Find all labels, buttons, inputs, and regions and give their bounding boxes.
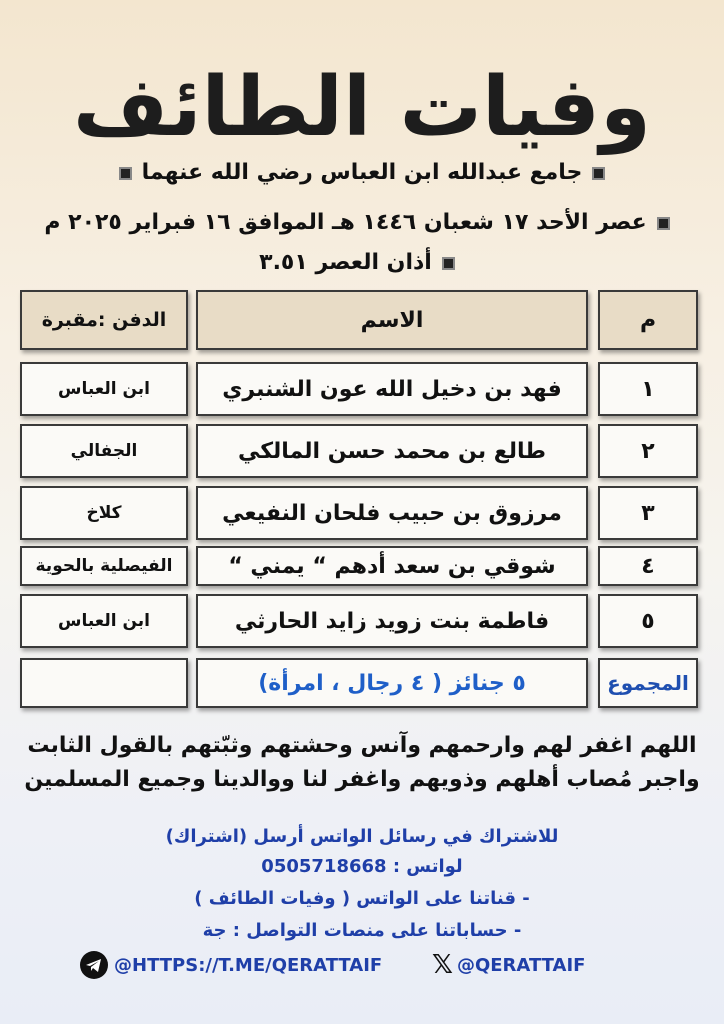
telegram-handle: @HTTPS://T.ME/QERATTAIF <box>114 954 383 976</box>
row-1-burial: ابن العباس <box>20 362 188 416</box>
summary-value: ٥ جنائز ( ٤ رجال ، امرأة) <box>196 658 588 708</box>
x-icon: 𝕏 <box>432 950 453 980</box>
row-3-name: مرزوق بن حبيب فلحان النفيعي <box>196 486 588 540</box>
row-1-num: ١ <box>598 362 698 416</box>
row-2-burial: الجفالي <box>20 424 188 478</box>
bullet-icon <box>657 217 670 230</box>
summary-empty-cell <box>20 658 188 708</box>
date-text: عصر الأحد ١٧ شعبان ١٤٤٦ هـ الموافق ١٦ فبراير ٢٠٢٥ م <box>44 210 647 235</box>
subscribe-text: للاشتراك في رسائل الواتس أرسل (اشتراك) <box>165 826 559 847</box>
row-2-num: ٢ <box>598 424 698 478</box>
row-2-name: طالع بن محمد حسن المالكي <box>196 424 588 478</box>
row-5-burial: ابن العباس <box>20 594 188 648</box>
telegram-link[interactable] <box>80 950 382 980</box>
row-4-burial: الفيصلية بالحوية <box>20 546 188 586</box>
mosque-line <box>0 160 724 185</box>
date-line <box>0 210 724 235</box>
prayer-line-1: اللهم اغفر لهم وارحمهم وآنس وحشتهم وثبّتهم بالقول الثابت <box>27 733 697 758</box>
header-num: م <box>598 290 698 350</box>
adhan-line <box>0 250 724 275</box>
header-burial: الدفن :مقبرة <box>20 290 188 350</box>
prayer-line-2: واجبر مُصاب أهلهم وذويهم واغفر لنا ووالدينا وجميع المسلمين <box>24 767 700 792</box>
row-1-name: فهد بن دخيل الله عون الشنبري <box>196 362 588 416</box>
page-title: وفيات الطائف <box>73 60 651 155</box>
row-5-num: ٥ <box>598 594 698 648</box>
summary-label: المجموع <box>598 658 698 708</box>
adhan-text: أذان العصر ٣.٥١ <box>259 250 432 275</box>
header-name: الاسم <box>196 290 588 350</box>
mosque-text: جامع عبدالله ابن العباس رضي الله عنهما <box>141 160 583 185</box>
row-4-num: ٤ <box>598 546 698 586</box>
row-3-burial: كلاخ <box>20 486 188 540</box>
x-handle: @QERATTAIF <box>456 954 586 976</box>
channel-text: - قناتنا على الواتس ( وفيات الطائف ) <box>194 888 530 909</box>
x-link[interactable] <box>432 950 585 980</box>
bullet-icon <box>592 167 605 180</box>
accounts-text: - حساباتنا على منصات التواصل : جة <box>202 920 522 941</box>
row-3-num: ٣ <box>598 486 698 540</box>
whatsapp-number: لواتس : 0505718668 <box>261 856 463 877</box>
row-5-name: فاطمة بنت زويد زايد الحارثي <box>196 594 588 648</box>
telegram-icon <box>80 951 108 979</box>
bullet-icon <box>442 257 455 270</box>
bullet-icon <box>119 167 132 180</box>
row-4-name: شوقي بن سعد أدهم “ يمني “ <box>196 546 588 586</box>
